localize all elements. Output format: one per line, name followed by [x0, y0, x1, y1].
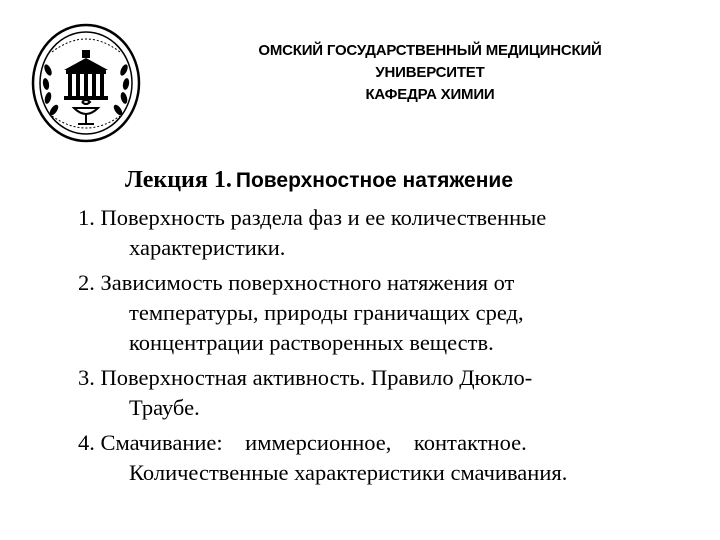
outline-item [78, 268, 690, 358]
outline-line: 3. Поверхностная активность. Правило Дюкло- [78, 365, 533, 390]
outline-line: 1. Поверхность раздела фаз и ее количественные [78, 205, 547, 230]
lecture-title [125, 167, 513, 194]
outline-line: Количественные характеристики смачивания. [129, 460, 568, 485]
outline-item [78, 363, 690, 423]
university-name-line: ОМСКИЙ ГОСУДАРСТВЕННЫЙ МЕДИЦИНСКИЙ [258, 42, 602, 59]
university-header [195, 40, 665, 106]
outline-line: 4. Смачивание: иммерсионное, контактное. [78, 430, 527, 455]
lecture-topic: Поверхностное натяжение [235, 169, 513, 192]
outline-item [78, 203, 690, 263]
outline-line: характеристики. [129, 235, 286, 260]
university-emblem-logo [30, 22, 142, 144]
outline-item [78, 428, 690, 488]
outline-line: 2. Зависимость поверхностного натяжения от [78, 270, 515, 295]
department-name: КАФЕДРА ХИМИИ [365, 86, 495, 103]
university-name-line: УНИВЕРСИТЕТ [375, 64, 485, 81]
lecture-outline [78, 203, 690, 493]
lecture-number: Лекция 1. [125, 167, 232, 193]
outline-line: концентрации растворенных веществ. [129, 330, 494, 355]
outline-line: Траубе. [129, 395, 200, 420]
outline-line: температуры, природы граничащих сред, [129, 300, 524, 325]
